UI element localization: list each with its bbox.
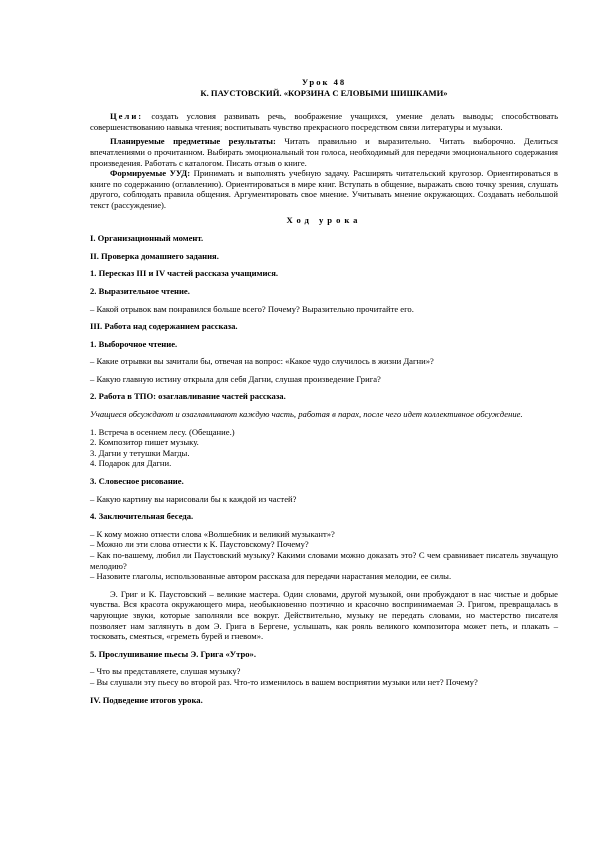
goals-label: Цели: (110, 111, 144, 122)
section-heading: I. Организационный момент. (90, 233, 204, 244)
lesson-progress-title: Ход урока (286, 214, 362, 225)
subsection-heading: 1. Пересказ III и IV частей рассказа учащимися. (90, 268, 279, 279)
uud-label: Формируемые УУД: (110, 168, 191, 179)
goals-text: создать условия развивать речь, воображение учащихся, умение делать выводы; способствовать совершенствованию навыка чтения; воспитывать чувство прекрасного посредством связи литературы и музыки. (90, 111, 558, 132)
question-item: – К кому можно отнести слова «Волшебник и великий музыкант»? (90, 528, 335, 539)
list-item: 1. Встреча в осеннем лесу. (Обещание.) (90, 426, 235, 437)
uud-text: Принимать и выполнять учебную задачу. Расширять читательский кругозор. Ориентироваться в книге по содержанию (оглавлению). Ориентироваться в мире книг. Вступать в общение, выражать свою точку зрения, слушать другого, соблюдать правила общения. Аргументировать свое мнение. Учитывать мнение окружающих. Создавать небольшой текст (рассуждение). (90, 168, 558, 210)
question-item: – Вы слушали эту пьесу во второй раз. Что-то изменилось в вашем восприятии музыки или нет? Почему? (90, 676, 478, 687)
goals-paragraph (90, 111, 558, 132)
lesson-title: К. ПАУСТОВСКИЙ. «КОРЗИНА С ЕЛОВЫМИ ШИШКАМИ» (200, 87, 448, 98)
subsection-heading: 5. Прослушивание пьесы Э. Грига «Утро». (90, 648, 256, 659)
lesson-page (90, 77, 558, 705)
question-item: – Что вы представляете, слушая музыку? (90, 666, 241, 677)
question-item: – Какие отрывки вы зачитали бы, отвечая на вопрос: «Какое чудо случилось в жизни Дагни»? (90, 356, 434, 367)
subsection-heading: 2. Работа в ТПО: озаглавливание частей рассказа. (90, 391, 286, 402)
list-item: 2. Композитор пишет музыку. (90, 437, 199, 448)
planned-results-label: Планируемые предметные результаты: (110, 136, 276, 147)
planned-results-text: Читать правильно и выразительно. Читать выборочно. Делиться впечатлениями о прочитанном. Выбирать эмоциональный тон голоса, необходимый для передачи эмоционального содержания произведения. Работать с каталогом. Писать отзыв о книге. (90, 136, 558, 168)
question-item: – Какой отрывок вам понравился больше всего? Почему? Выразительно прочитайте его. (90, 303, 414, 314)
summary-paragraph: Э. Григ и К. Паустовский – великие мастера. Один словами, другой музыкой, они пробуждают в нас чистые и добрые чувства. Вся красота окружающего мира, необыкновенно поэтично и красочно воспринимаемая Э. Григом, превращалась в чарующие звуки, которые заполняли все вокруг. Действительно, музыку не передать словами, но мастерство писателя позволяет нам заглянуть в дом Э. Грига в Бергене, услышать, как рояль великого композитора может петь, и плакать – тосковать, смеяться, «греметь бурей и гневом». (90, 588, 558, 642)
subsection-heading: 4. Заключительная беседа. (90, 511, 194, 522)
list-item: 4. Подарок для Дагни. (90, 458, 172, 469)
uud-paragraph (90, 168, 558, 210)
lesson-number: Урок 48 (301, 77, 347, 87)
section-heading: II. Проверка домашнего задания. (90, 250, 219, 261)
subsection-heading: 3. Словесное рисование. (90, 476, 184, 487)
question-item: – Как по-вашему, любил ли Паустовский музыку? Какими словами можно доказать это? С чем сравнивает писатель звучащую мелодию? (90, 550, 558, 571)
section-heading: III. Работа над содержанием рассказа. (90, 321, 238, 332)
section-heading: IV. Подведение итогов урока. (90, 694, 203, 705)
question-item: – Назовите глаголы, использованные автором рассказа для передачи нарастания мелодии, ее силы. (90, 571, 452, 582)
subsection-heading: 2. Выразительное чтение. (90, 285, 190, 296)
question-item: – Можно ли эти слова отнести к К. Паустовскому? Почему? (90, 539, 309, 550)
subsection-heading: 1. Выборочное чтение. (90, 338, 178, 349)
planned-results-paragraph (90, 136, 558, 168)
question-item: – Какую картину вы нарисовали бы к каждой из частей? (90, 493, 297, 504)
list-item: 3. Дагни у тетушки Магды. (90, 447, 190, 458)
question-item: – Какую главную истину открыла для себя Дагни, слушая произведение Грига? (90, 373, 381, 384)
activity-note: Учащиеся обсуждают и озаглавливают каждую часть, работая в парах, после чего идет коллективное обсуждение. (90, 409, 523, 420)
